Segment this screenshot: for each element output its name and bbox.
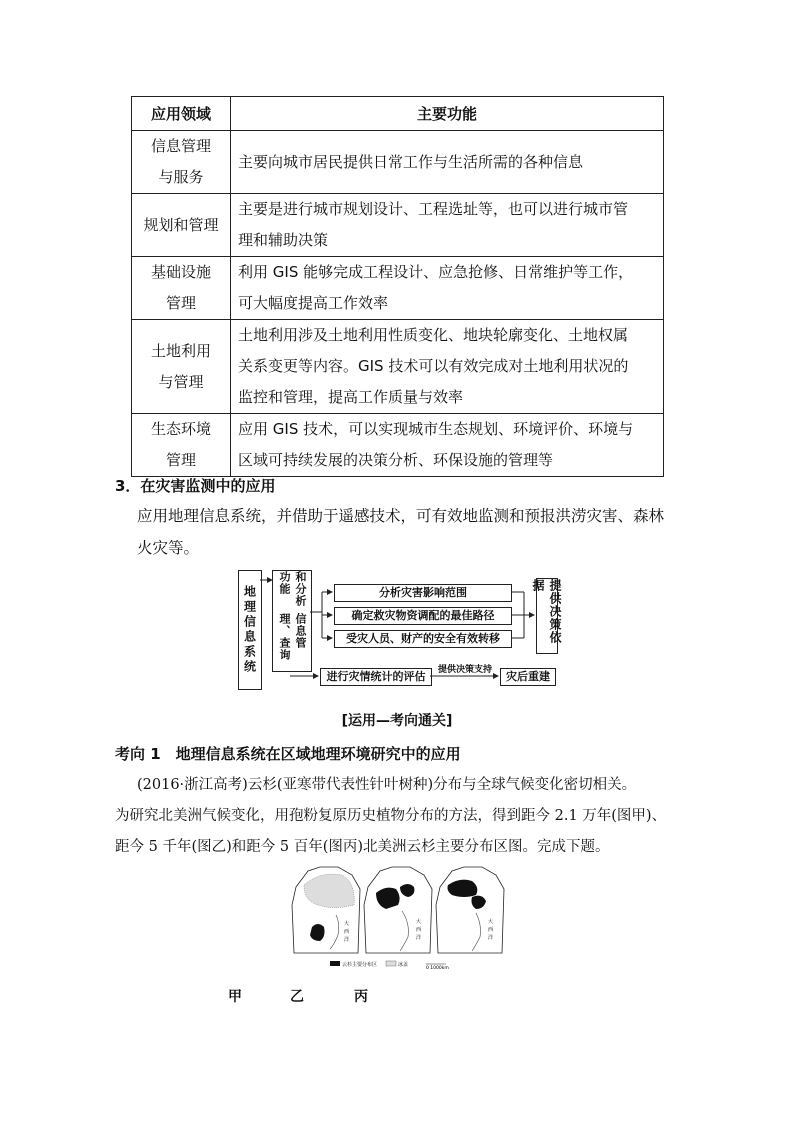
map-label-jia: 甲: [228, 989, 242, 1005]
question-line: 为研究北美洲气候变化，用孢粉复原历史植物分布的方法，得到距今 2.1 万年(图甲)、: [115, 808, 667, 824]
ocean-label-yi: 大: [416, 919, 422, 925]
row-function: [231, 131, 664, 194]
question-line: 距今 5 千年(图乙)和距今 5 百年(图丙)北美洲云杉主要分布区图。完成下题。: [115, 839, 610, 855]
stats-box: 进行灾情统计的评估: [320, 668, 432, 686]
table-header-row: [132, 97, 664, 131]
func-line: 监控和管理，提高工作质量与效率: [238, 388, 464, 406]
header-field: 应用领域: [132, 97, 231, 131]
function-box: [272, 570, 312, 672]
gis-box: 地理信息系统: [238, 570, 262, 690]
map-bing: [436, 867, 504, 953]
paragraph-line: 应用地理信息系统，并借助于遥感技术，可有效地监测和预报洪涝灾害、森林: [137, 507, 665, 525]
map-label-yi: 乙: [290, 989, 304, 1005]
row-field: [132, 320, 231, 414]
info-text: 信息管理、查询: [278, 612, 307, 661]
question-text: [115, 770, 680, 863]
analysis-text: 和分析功能: [278, 571, 307, 607]
legend-ice: 冰盖: [398, 962, 409, 968]
table-row: [132, 414, 664, 477]
rebuild-box: 灾后重建: [500, 668, 556, 686]
paragraph-line: 火灾等。: [137, 539, 200, 557]
table-row: [132, 131, 664, 194]
section-title: 3．在灾害监测中的应用: [115, 477, 276, 495]
row-function: [231, 257, 664, 320]
scale-label: 0 1000km: [426, 966, 449, 970]
row-function: [231, 320, 664, 414]
row-field: [132, 131, 231, 194]
svg-text:西: 西: [344, 929, 350, 935]
func-line: 理和辅助决策: [238, 231, 329, 249]
practice-note: [运用—考向通关]: [341, 713, 453, 729]
question-line: (2016·浙江高考)云杉(亚寒带代表性针叶树种)分布与全球气候变化密切相关。: [137, 777, 637, 793]
svg-text:大: 大: [344, 921, 350, 927]
field-line: 与服务: [158, 168, 204, 186]
svg-text:大: 大: [488, 919, 494, 925]
field-line: 与管理: [158, 372, 204, 391]
map-yi: [364, 867, 432, 953]
legend-spruce-swatch: [330, 961, 340, 966]
svg-text:洋: 洋: [344, 937, 350, 943]
maps-figure: [290, 865, 506, 970]
table-row: [132, 320, 664, 414]
func-line: 主要向城市居民提供日常工作与生活所需的各种信息: [238, 152, 584, 171]
field-line: 生态环境: [150, 420, 211, 438]
field-line: 土地利用: [150, 341, 211, 360]
func-line: 主要是进行城市规划设计、工程选址等，也可以进行城市管: [238, 200, 629, 218]
result-box-1: 分析灾害影响范围: [334, 584, 512, 602]
gis-application-table: [131, 96, 664, 477]
func-line: 可大幅度提高工作效率: [238, 294, 389, 312]
table-row: [132, 194, 664, 257]
support-label: 提供决策支持: [438, 665, 493, 675]
field-line: 管理: [165, 451, 196, 469]
legend-ice-swatch: [386, 961, 396, 966]
svg-text:西: 西: [416, 927, 422, 933]
field-line: 基础设施: [150, 263, 211, 281]
field-line: 规划和管理: [143, 215, 219, 234]
row-field: [132, 414, 231, 477]
func-line: 应用 GIS 技术，可以实现城市生态规划、环境评价、环境与: [238, 420, 634, 438]
field-line: 信息管理: [150, 137, 211, 155]
header-function: 主要功能: [231, 97, 664, 131]
row-function: [231, 194, 664, 257]
svg-text:西: 西: [488, 927, 494, 933]
legend-spruce: 云杉主要分布区: [342, 962, 378, 968]
row-function: [231, 414, 664, 477]
table-row: [132, 257, 664, 320]
svg-text:洋: 洋: [416, 935, 422, 941]
map-jia: [292, 867, 360, 953]
func-line: 土地利用涉及土地利用性质变化、地块轮廓变化、土地权属: [238, 326, 629, 344]
disaster-monitoring-diagram: [238, 568, 572, 692]
decision-basis-box: 提供决策依据: [536, 578, 558, 654]
func-line: 利用 GIS 能够完成工程设计、应急抢修、日常维护等工作，: [238, 263, 634, 281]
spruce-distribution-maps: [290, 865, 506, 970]
exam-heading: 考向 1 地理信息系统在区域地理环境研究中的应用: [115, 745, 461, 763]
func-line: 关系变更等内容。GIS 技术可以有效完成对土地利用状况的: [238, 357, 629, 375]
func-line: 区域可持续发展的决策分析、环保设施的管理等: [238, 451, 554, 469]
section-paragraph: [115, 500, 675, 564]
field-line: 管理: [165, 294, 196, 312]
result-box-3: 受灾人员、财产的安全有效转移: [334, 630, 512, 648]
map-label-bing: 丙: [354, 989, 368, 1005]
result-box-2: 确定救灾物资调配的最佳路径: [334, 607, 512, 625]
svg-text:洋: 洋: [488, 935, 494, 941]
row-field: [132, 194, 231, 257]
row-field: [132, 257, 231, 320]
